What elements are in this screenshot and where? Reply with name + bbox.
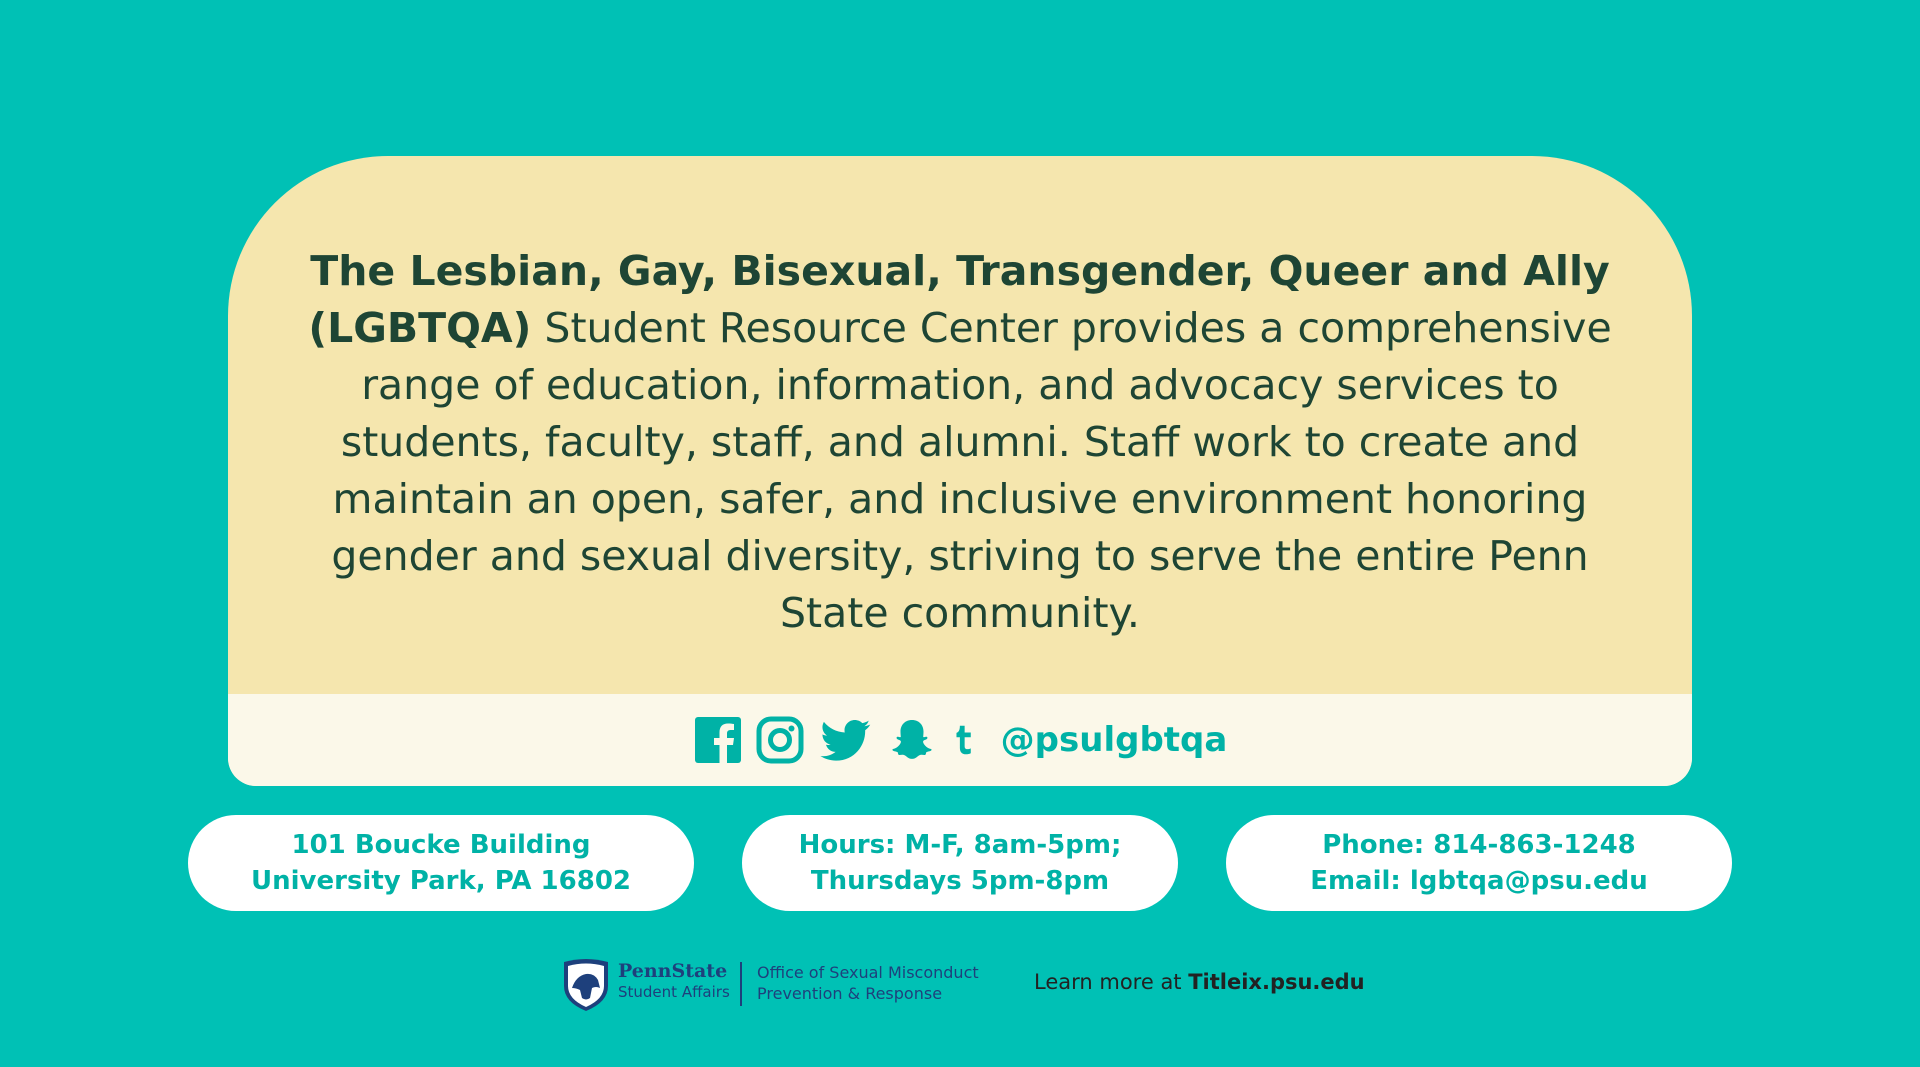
twitter-icon[interactable] bbox=[817, 715, 875, 765]
center-name: The Lesbian, Gay, Bisexual, Transgender, Queer and Ally (LGBTQA) bbox=[308, 246, 1610, 352]
contact-pill bbox=[1226, 815, 1732, 911]
facebook-icon[interactable] bbox=[693, 715, 743, 765]
hours-pill bbox=[742, 815, 1178, 911]
phone-text[interactable]: Phone: 814-863-1248 bbox=[1322, 830, 1636, 860]
social-handle[interactable]: @psulgbtqa bbox=[1000, 720, 1228, 760]
brand-name: PennState bbox=[618, 960, 728, 982]
learn-more-link[interactable]: Titleix.psu.edu bbox=[1188, 970, 1365, 994]
snapchat-icon[interactable] bbox=[887, 715, 937, 765]
penn-state-shield-icon bbox=[562, 958, 610, 1012]
penn-state-logo bbox=[618, 960, 730, 1002]
footer bbox=[0, 956, 1920, 1012]
office-name bbox=[757, 962, 979, 1004]
office-line-1: Office of Sexual Misconduct bbox=[757, 963, 979, 982]
learn-more-text bbox=[1034, 970, 1365, 994]
office-line-2: Prevention & Response bbox=[757, 984, 943, 1003]
address-line-1: 101 Boucke Building bbox=[291, 830, 591, 860]
logo-divider bbox=[740, 962, 742, 1006]
instagram-icon[interactable] bbox=[755, 715, 805, 765]
address-pill bbox=[188, 815, 694, 911]
learn-more-prefix: Learn more at bbox=[1034, 970, 1189, 994]
card-body bbox=[228, 156, 1692, 694]
hours-line-1: Hours: M-F, 8am-5pm; bbox=[798, 830, 1122, 860]
email-text[interactable]: Email: lgbtqa@psu.edu bbox=[1310, 866, 1648, 896]
description-text: Student Resource Center provides a comprehensive range of education, information, and advocacy services to students, faculty, staff, and alumni. Staff work to create and maintain an open, safer, and inclusive environment honoring gender and sexual diversity, striving to serve the entire Penn State community. bbox=[331, 303, 1612, 637]
tumblr-icon[interactable] bbox=[949, 715, 983, 765]
social-bar bbox=[228, 694, 1692, 786]
address-line-2: University Park, PA 16802 bbox=[251, 866, 631, 896]
info-card bbox=[228, 156, 1692, 786]
center-description bbox=[295, 243, 1625, 642]
hours-line-2: Thursdays 5pm-8pm bbox=[810, 866, 1110, 896]
brand-sub: Student Affairs bbox=[618, 983, 730, 1001]
